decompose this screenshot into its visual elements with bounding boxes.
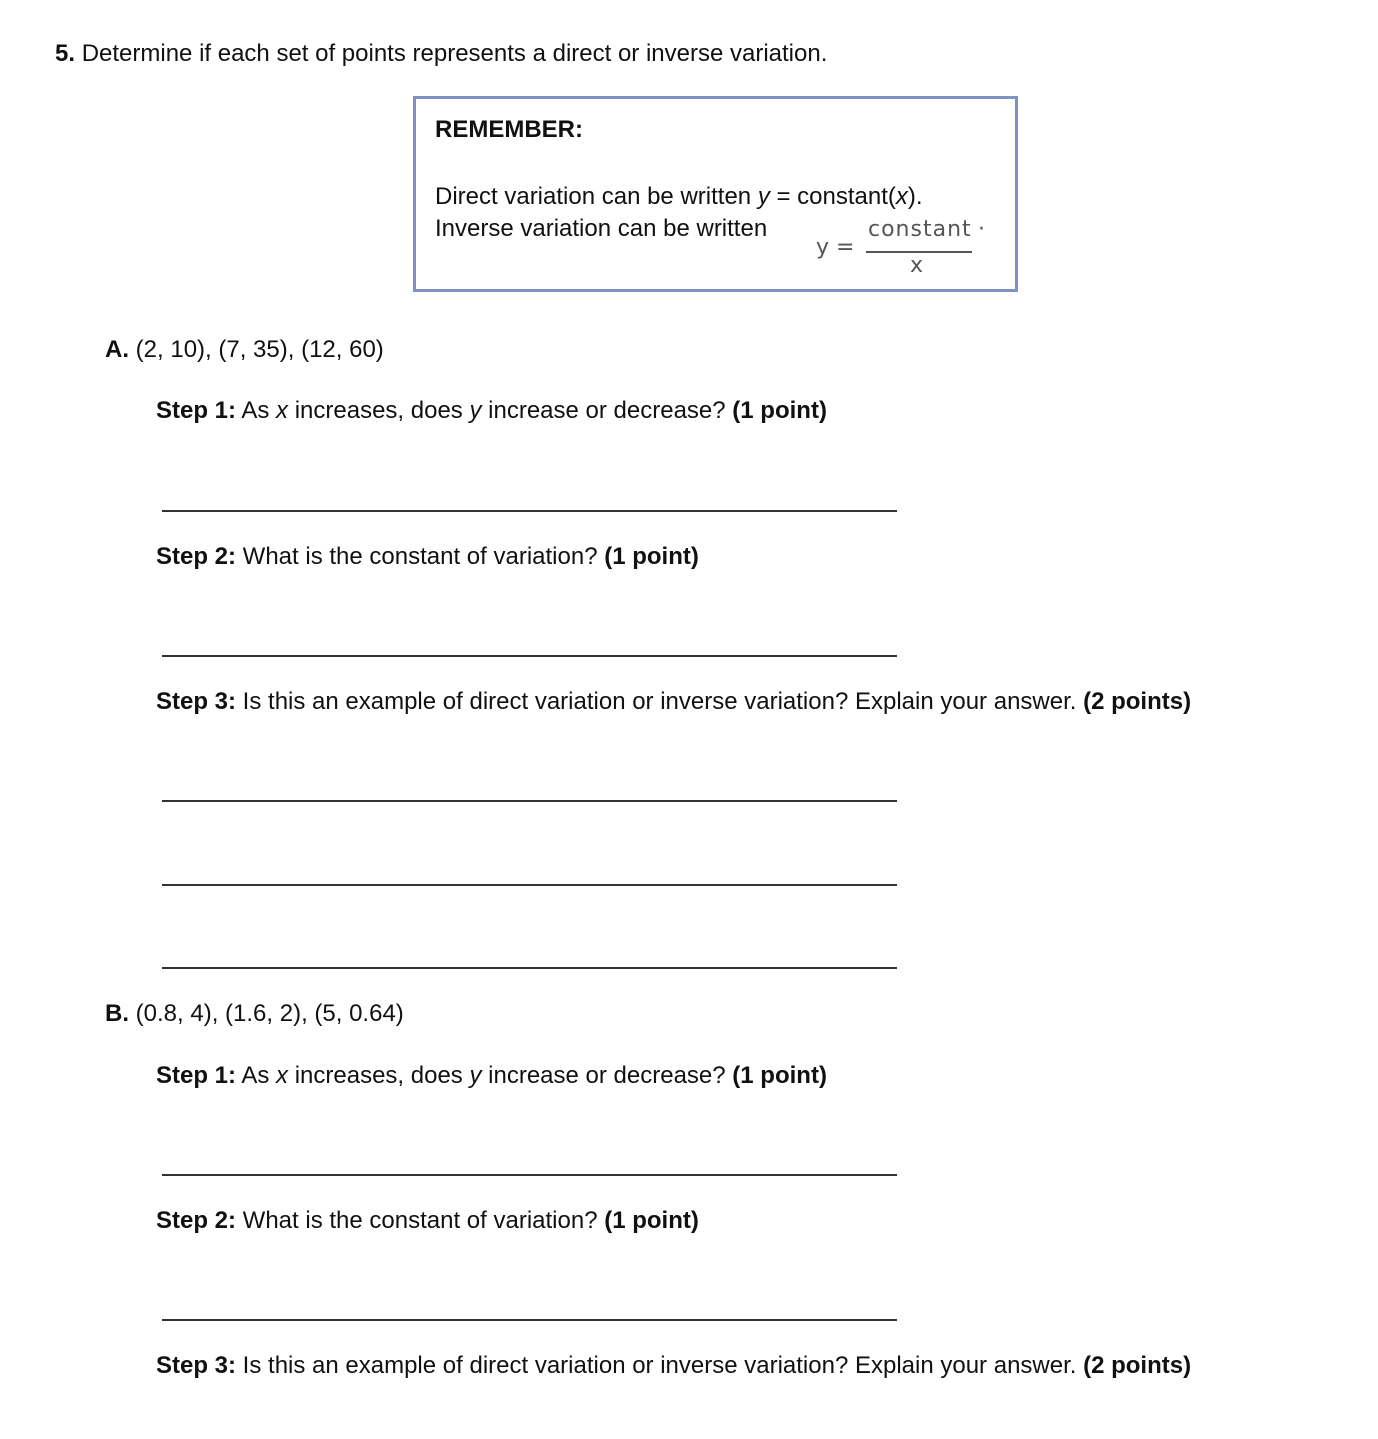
part-a-step3-answer-line-2[interactable] [162,884,897,886]
part-a-step3-answer-line-3[interactable] [162,967,897,969]
question-text: Determine if each set of points represents a direct or inverse variation. [81,40,828,67]
part-b-points: (0.8, 4), (1.6, 2), (5, 0.64) [135,1000,404,1027]
part-b-step2: Step 2: What is the constant of variation? (1 point) [156,1207,699,1234]
direct-variation-note: Direct variation can be written y = constant(x). [435,183,923,210]
formula-denominator: x [910,253,924,278]
part-a-points: (2, 10), (7, 35), (12, 60) [135,336,384,363]
formula-dot: · [978,217,985,242]
part-b-step3: Step 3: Is this an example of direct variation or inverse variation? Explain your answer. (2 points) [156,1352,1192,1379]
part-a-step2: Step 2: What is the constant of variation? (1 point) [156,543,699,570]
question-title [55,40,827,68]
part-a-step3-answer-line-1[interactable] [162,800,897,802]
part-b-header: B. (0.8, 4), (1.6, 2), (5, 0.64) [105,1000,404,1027]
part-a-step1: Step 1: As x increases, does y increase or decrease? (1 point) [156,397,827,424]
remember-box [413,96,1018,292]
part-a-step3: Step 3: Is this an example of direct variation or inverse variation? Explain your answer. (2 points) [156,688,1192,715]
remember-heading: REMEMBER: [435,116,583,143]
part-b-step1: Step 1: As x increases, does y increase or decrease? (1 point) [156,1062,827,1089]
part-a-header: A. (2, 10), (7, 35), (12, 60) [105,336,384,363]
part-b-step2-answer-line[interactable] [162,1319,897,1321]
part-a-step1-answer-line[interactable] [162,510,897,512]
part-a-step2-answer-line[interactable] [162,655,897,657]
inverse-variation-note: Inverse variation can be written [435,215,768,242]
question-number: 5. [55,40,76,67]
formula-lhs: y = [816,235,855,260]
part-b-step1-answer-line[interactable] [162,1174,897,1176]
formula-numerator: constant [868,217,972,242]
